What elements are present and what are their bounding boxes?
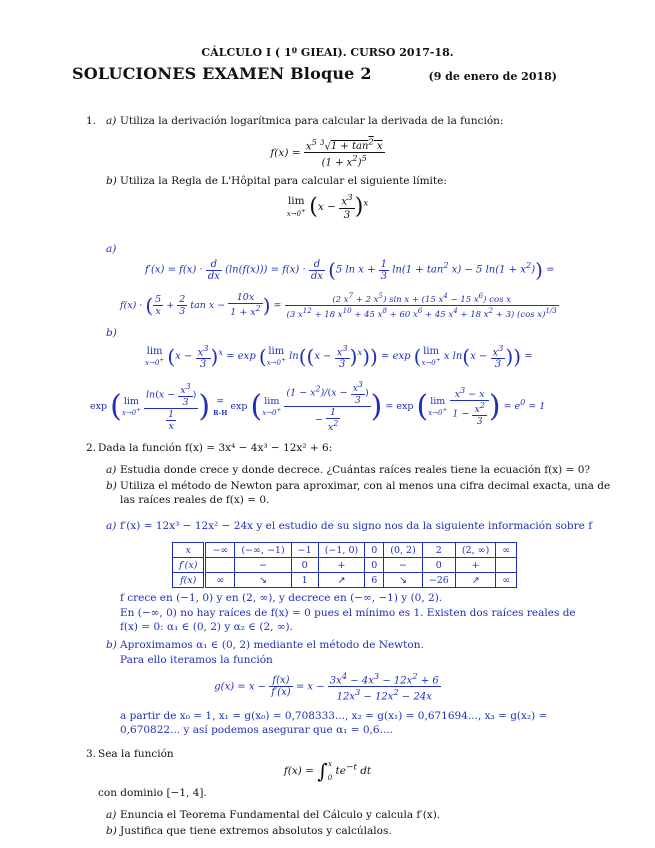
sign-table-wrapper — [172, 542, 517, 588]
table-row — [173, 558, 517, 573]
table-cell: f(x) — [173, 573, 205, 588]
q1-sol-b-label: b) — [106, 327, 117, 339]
q3-b-text: Justifica que tiene extremos absolutos y calcúlalos. — [120, 825, 392, 837]
q1-sol-a-line2: f(x) · ( $\frac{5}{x}$ + $\frac{2}{3}$ tan x − $\frac{10x}{1 + x^2}$ ) = (2 $x^7 + 2$ $x^5$) sin x + (15 $x^4 - 15$ $x^6$) cos x (3 $x^{12} + 18$ $x^{10} + 45$ $x^8 + 60$ $x^6 + 45$ $x^4 + 18$ $x^2 + 3$) (cos x)$^{1/3}$ — [120, 291, 557, 320]
q2-sol-a-label: a) — [106, 520, 117, 532]
table-cell: −∞ — [205, 543, 235, 558]
sign-table — [172, 542, 517, 588]
table-cell — [496, 558, 517, 573]
q2-b-label: b) — [106, 480, 117, 492]
q3-formula: f(x) = ∫x 0 $te^{-t}$ dt — [283, 759, 372, 783]
q1-a-label: a) — [106, 115, 117, 127]
table-cell: − — [384, 558, 423, 573]
table-cell: 0 — [365, 543, 384, 558]
q1-a-formula: f(x) = $\frac{x^5 ^3√1 + \tan^2 x}{(1 + x^2)^5}$ — [270, 137, 383, 169]
table-cell: (−∞, −1) — [235, 543, 291, 558]
q3-a-label: a) — [106, 809, 117, 821]
table-cell: 0 — [365, 558, 384, 573]
q2-number: 2. — [86, 442, 97, 454]
q2-sol-a-after-2: En (−∞, 0) no hay raíces de f(x) = 0 pues el mínimo es 1. Existen dos raíces reales de — [120, 607, 576, 619]
q2-sol-b-after-2: 0,670822... y así podemos asegurar que α₁ = 0,6.... — [120, 724, 393, 736]
table-cell: 0 — [422, 558, 455, 573]
table-cell: 1 — [291, 573, 318, 588]
table-cell — [205, 558, 235, 573]
table-cell: −1 — [291, 543, 318, 558]
q2-intro: Dada la función f(x) = 3x⁴ − 4x³ − 12x² + 6: — [98, 442, 333, 454]
q3-intro: Sea la función — [98, 748, 174, 760]
table-cell: ∞ — [205, 573, 235, 588]
q1-a-text: Utiliza la derivación logarítmica para calcular la derivada de la función: — [120, 115, 504, 127]
table-cell: −26 — [422, 573, 455, 588]
q1-b-formula: lim x→0+ (x − $\frac{x^3}{3}$ )$^x$ — [286, 193, 369, 221]
q1-sol-b-line1: lim x→0+ (x − $\frac{x^3}{3}$ )$^x$ = exp ( lim x→0+ ln((x − $\frac{x^3}{3}$ )$^x$)) = exp ( lim x→0+ x ln(x − $\frac{x^3}{3}$ )) = — [145, 343, 533, 371]
q2-newton-formula: g(x) = x − $\frac{f(x)}{f'(x)}$ = x − $\frac{3x^4 - 4x^3 - 12x^2 + 6}{12x^3 - 12x^2 - 24x}$ — [214, 671, 439, 703]
table-cell: + — [455, 558, 495, 573]
table-cell: ∞ — [496, 543, 517, 558]
q1-sol-a-line1: f′(x) = f(x) · $\frac{d}{dx}$ (ln(f(x))) = f(x) · $\frac{d}{dx}$ (5 ln x + $\frac{1}{3}$ $\ln(1 + \tan^2 x) - 5$ $\ln(1 + x^2)$) = — [145, 258, 555, 282]
table-cell: f′(x) — [173, 558, 205, 573]
q2-b-text-2: las raíces reales de f(x) = 0. — [120, 494, 270, 506]
table-cell: (−1, 0) — [318, 543, 365, 558]
q2-b-text-1: Utiliza el método de Newton para aproximar, con al menos una cifra decimal exacta, una de — [120, 480, 611, 492]
q3-a-text: Enuncia el Teorema Fundamental del Cálculo y calcula f′(x). — [120, 809, 441, 821]
q1-b-text: Utiliza la Regla de L'Hôpital para calcular el siguiente límite: — [120, 175, 447, 187]
q2-a-text: Estudia donde crece y donde decrece. ¿Cuántas raíces reales tiene la ecuación f(x) = 0? — [120, 464, 591, 476]
table-cell: + — [318, 558, 365, 573]
q2-sol-b-label: b) — [106, 639, 117, 651]
table-cell: − — [235, 558, 291, 573]
table-cell: 2 — [422, 543, 455, 558]
exam-date: (9 de enero de 2018) — [428, 70, 557, 83]
q2-sol-a-after-3: f(x) = 0: α₁ ∈ (0, 2) y α₂ ∈ (2, ∞). — [120, 621, 293, 633]
table-cell: x — [173, 543, 205, 558]
table-cell: (2, ∞) — [455, 543, 495, 558]
table-cell: ↗ — [318, 573, 365, 588]
table-cell: 6 — [365, 573, 384, 588]
q2-sol-a-after-1: f crece en (−1, 0) y en (2, ∞), y decrece en (−∞, −1) y (0, 2). — [120, 592, 443, 604]
q1-sol-b-line2: exp ( lim x→0+ ln(x − $\frac{x^3}{3}$ ) $\frac{1}{x}$ ) = R-H exp ( lim x→0+ $(1 - x^2)/(x$ − $\frac{x^3}{3}$ ) − $\frac{1}{x^2}$ ) = exp ( lim x→0+ $x^3 - x$ 1 − $\frac{x^2}{3}$ ) = $e^0 = 1$ — [90, 380, 546, 434]
page-title: SOLUCIONES EXAMEN Bloque 2 — [72, 64, 372, 83]
q1-number: 1. — [86, 115, 97, 127]
q1-sol-a-label: a) — [106, 243, 117, 255]
table-row — [173, 573, 517, 588]
q3-domain: con dominio [−1, 4]. — [98, 787, 207, 799]
q3-b-label: b) — [106, 825, 117, 837]
table-row — [173, 543, 517, 558]
table-cell: (0, 2) — [384, 543, 423, 558]
q2-sol-b-after-1: a partir de x₀ = 1, x₁ = g(x₀) = 0,708333..., x₂ = g(x₁) = 0,671694..., x₃ = g(x₂) = — [120, 710, 548, 722]
table-cell: ↘ — [384, 573, 423, 588]
course-header: CÁLCULO I ( 1º GIEAI). CURSO 2017-18. — [201, 46, 454, 59]
q2-a-label: a) — [106, 464, 117, 476]
table-cell: 0 — [291, 558, 318, 573]
table-cell: ∞ — [496, 573, 517, 588]
q2-sol-a-text: f′(x) = 12x³ − 12x² − 24x y el estudio de su signo nos da la siguiente información sobre f — [120, 520, 593, 532]
q2-sol-b-text-2: Para ello iteramos la función — [120, 654, 273, 666]
q1-b-label: b) — [106, 175, 117, 187]
table-cell: ↘ — [235, 573, 291, 588]
table-cell: ↗ — [455, 573, 495, 588]
q2-sol-b-text-1: Aproximamos α₁ ∈ (0, 2) mediante el método de Newton. — [120, 639, 424, 651]
q3-number: 3. — [86, 748, 97, 760]
